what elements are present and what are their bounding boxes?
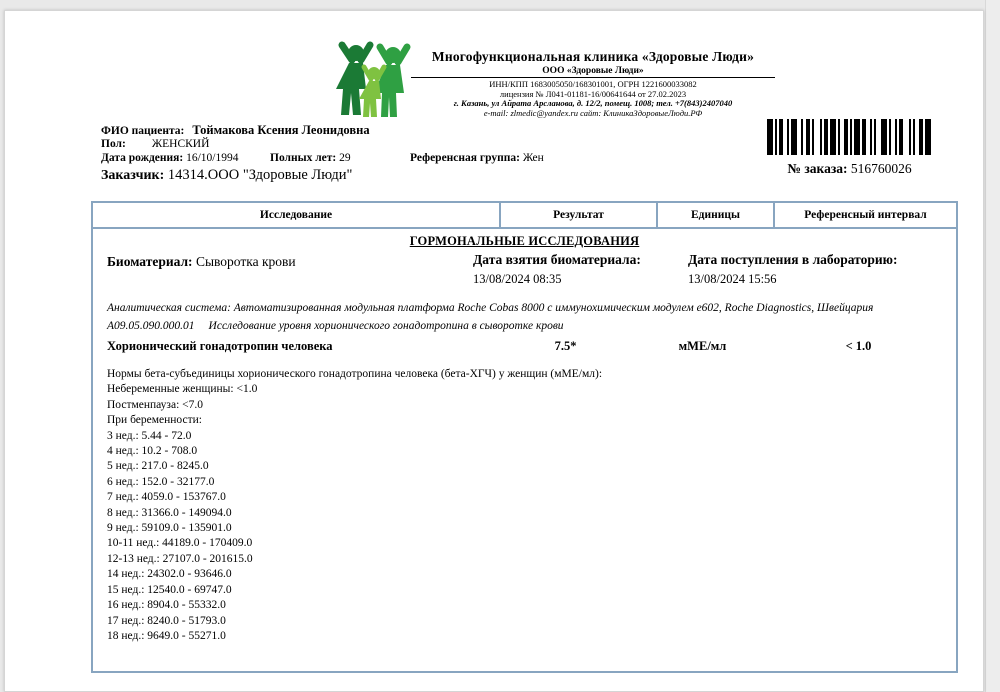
lab-date-label: Дата поступления в лабораторию: (688, 252, 898, 267)
norm-line: 5 нед.: 217.0 - 8245.0 (107, 460, 209, 473)
clinic-contacts: e-mail: zlmedic@yandex.ru сайт: КлиникаЗдоровыеЛюди.РФ (483, 107, 703, 118)
patient-info (101, 123, 661, 167)
sample-date-label: Дата взятия биоматериала: (473, 252, 641, 267)
header-divider (411, 77, 775, 78)
fio-value: Тоймакова Ксения Леонидовна (192, 123, 370, 137)
patient-fio-row (101, 123, 661, 138)
test-code-name: Исследование уровня хорионического гонадотропина в сыворотке крови (208, 320, 564, 332)
order-number-label: № заказа: (787, 161, 848, 176)
table-header-row (91, 201, 958, 229)
norm-line: 18 нед.: 9649.0 - 55271.0 (107, 629, 226, 642)
norm-line: 17 нед.: 8240.0 - 51793.0 (107, 614, 226, 627)
norm-line: 16 нед.: 8904.0 - 55332.0 (107, 599, 226, 612)
customer-value: 14314.ООО "Здоровые Люди" (167, 167, 353, 183)
clinic-header (403, 49, 783, 118)
norm-line: Нормы бета-субъединицы хорионического гонадотропина человека (бета-ХГЧ) у женщин (мМЕ/мл): (107, 368, 603, 380)
ref-group-label: Референсная группа: (410, 152, 520, 164)
order-number-value: 516760026 (850, 161, 912, 176)
col-header-study: Исследование (93, 203, 501, 227)
result-name: Хорионический гонадотропин человека (107, 339, 333, 353)
test-code: A09.05.090.000.01 (107, 320, 195, 332)
biomaterial-row (93, 251, 956, 297)
scrollbar-track[interactable] (985, 0, 1000, 692)
sex-value: ЖЕНСКИЙ (151, 137, 210, 150)
norm-line: 4 нед.: 10.2 - 708.0 (107, 445, 198, 458)
norm-line: 10-11 нед.: 44189.0 - 170409.0 (107, 537, 253, 550)
order-number (757, 161, 942, 177)
col-header-result: Результат (501, 203, 658, 227)
norm-line: 15 нед.: 12540.0 - 69747.0 (107, 583, 232, 596)
norm-line: 14 нед.: 24302.0 - 93646.0 (107, 568, 232, 581)
birth-label: Дата рождения: (101, 152, 184, 164)
section-title: ГОРМОНАЛЬНЫЕ ИССЛЕДОВАНИЯ (409, 234, 640, 248)
lab-date-block (688, 252, 897, 287)
table-body (91, 229, 958, 673)
result-value: 7.5* (554, 339, 577, 353)
customer-label: Заказчик: (101, 168, 165, 183)
norm-line: 3 нед.: 5.44 - 72.0 (107, 429, 192, 442)
norm-line: Постменпауза: <7.0 (107, 398, 204, 411)
result-reference: < 1.0 (845, 339, 872, 353)
results-table (91, 201, 958, 673)
biomaterial-label: Биоматериал: (107, 254, 193, 269)
patient-birth-row (101, 152, 661, 167)
norm-line: Небеременные женщины: <1.0 (107, 383, 258, 396)
fio-label: ФИО пациента: (101, 125, 185, 137)
age-pair (270, 152, 351, 164)
lab-date-value: 13/08/2024 15:56 (688, 272, 777, 286)
section-row (93, 229, 956, 251)
ref-group-pair (410, 152, 544, 164)
clinic-license: лицензия № Л041-01181-16/00641644 от 27.02.2023 (499, 88, 687, 99)
sex-label: Пол: (101, 137, 126, 150)
clinic-address: г. Казань, ул Айрата Арсланова, д. 12/2, помещ. 1008; тел. +7(843)2407040 (453, 98, 733, 108)
patient-sex-row (101, 138, 661, 153)
col-header-units: Единицы (658, 203, 775, 227)
order-barcode (767, 119, 931, 155)
ref-group-value: Жен (522, 152, 544, 164)
clinic-org: ООО «Здоровые Люди» (542, 66, 644, 76)
sample-date-value: 13/08/2024 08:35 (473, 272, 562, 286)
clinic-inn: ИНН/КПП 1683005050/168301001, ОГРН 1221600033082 (489, 79, 697, 89)
norm-line: 7 нед.: 4059.0 - 153767.0 (107, 491, 226, 504)
age-value: 29 (339, 152, 351, 164)
clinic-name: Многофункциональная клиника «Здоровые Люди» (431, 49, 755, 64)
result-units: мМЕ/мл (678, 339, 727, 353)
norm-line: При беременности: (107, 414, 202, 427)
norm-line: 6 нед.: 152.0 - 32177.0 (107, 475, 215, 488)
norms-list (93, 367, 956, 644)
clinic-logo-family-icon (335, 41, 413, 119)
result-row (93, 339, 956, 354)
analytic-system-line: Аналитическая система: Автоматизированная модульная платформа Roche Cobas 8000 с иммунохимическим модулем e602, Roche Diagnostics, Швейцария (107, 302, 874, 314)
biomaterial-value: Сыворотка крови (195, 254, 296, 269)
document-page (4, 10, 984, 692)
age-label: Полных лет: (270, 152, 337, 164)
norm-line: 9 нед.: 59109.0 - 135901.0 (107, 522, 232, 535)
col-header-reference: Референсный интервал (804, 209, 927, 221)
norm-line: 8 нед.: 31366.0 - 149094.0 (107, 506, 232, 519)
customer-row (101, 167, 352, 184)
sample-date-block (473, 252, 641, 287)
test-code-line (93, 316, 956, 332)
norm-line: 12-13 нед.: 27107.0 - 201615.0 (107, 552, 253, 565)
birth-value: 16/10/1994 (186, 152, 239, 164)
biomaterial (107, 254, 296, 270)
